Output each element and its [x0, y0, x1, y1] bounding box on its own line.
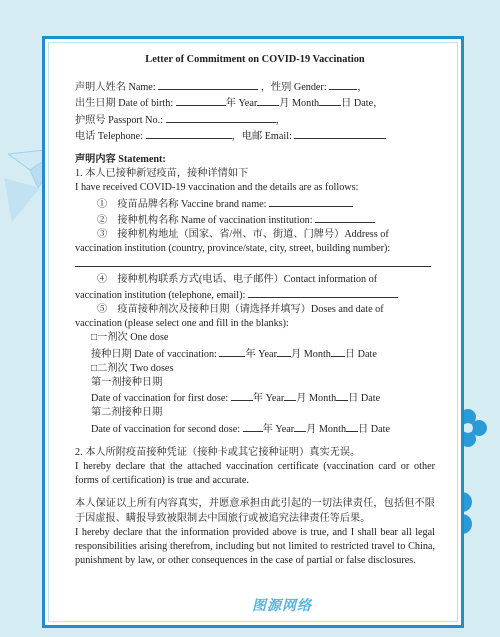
institution-address-line-1: ③ 接种机构地址（国家、省/州、市、街道、门牌号）Address of [97, 229, 389, 241]
dob-line [75, 95, 435, 111]
first-dose-date-line [75, 390, 435, 406]
second-dose-day-label: 日 Date [358, 423, 391, 435]
one-dose-year-field[interactable] [219, 346, 245, 357]
second-dose-month-field[interactable] [294, 421, 306, 432]
phone-email-line [75, 128, 435, 144]
gender-field[interactable] [329, 79, 357, 90]
first-dose-cn: 第一剂接种日期 [91, 377, 163, 389]
passport-line [75, 112, 435, 128]
dob-month-label: 月 Month [279, 98, 320, 110]
first-dose-day-field[interactable] [336, 390, 348, 401]
first-dose-year-field[interactable] [231, 390, 253, 401]
paper-plane-tail-icon [0, 178, 40, 222]
first-dose-year-label: 年 Year [252, 393, 285, 405]
institution-name-label: ② 接种机构名称 Name of vaccination institution: [97, 214, 313, 226]
letter-title: Letter of Commitment on COVID-19 Vaccination [145, 54, 365, 65]
statement-1-cn: 1. 本人已接种新冠疫苗，接种详情如下 [75, 168, 249, 180]
commitment-letter-card [42, 36, 464, 628]
letter-content [75, 53, 435, 569]
name-line-end: ， [357, 82, 368, 94]
dob-year-label: 年 Year [225, 98, 258, 110]
passport-line-end: ， [275, 114, 286, 126]
second-dose-year-label: 年 Year [262, 423, 295, 435]
dob-day-field[interactable] [319, 95, 341, 106]
dob-label: 出生日期 Date of birth: [75, 98, 174, 110]
institution-name-field[interactable] [315, 212, 375, 223]
one-dose-year-label: 年 Year [245, 348, 277, 360]
phone-label: 电话 Telephone: [75, 130, 144, 142]
vaccine-brand-label: ① 疫苗品牌名称 Vaccine brand name: [97, 198, 267, 210]
email-label: ，电邮 Email: [231, 130, 292, 142]
final-declaration-cn: 本人保证以上所有内容真实，并愿意承担由此引起的一切法律责任，包括但不限于因虚报、瞒报导致被限制去中国旅行或被追究法律责任等后果。 [75, 498, 435, 524]
second-dose-cn: 第二剂接种日期 [91, 407, 163, 419]
one-dose-option[interactable]: □一剂次 One dose [91, 332, 169, 344]
institution-address-line-2: vaccination institution (country, province/state, city, street, building number): [75, 243, 391, 255]
one-dose-date-line [75, 346, 435, 362]
name-field[interactable] [158, 79, 258, 90]
first-dose-month-label: 月 Month [296, 393, 337, 405]
institution-address-blank [75, 256, 435, 272]
phone-field[interactable] [146, 128, 232, 139]
vaccine-brand-line [75, 196, 435, 212]
image-source-watermark: 图源网络 [252, 598, 312, 614]
dob-year-field[interactable] [176, 95, 226, 106]
first-dose-day-label: 日 Date [348, 393, 381, 405]
doses-line-2: vaccination (please select one and fill in the blanks): [75, 318, 289, 330]
doses-line-1: ⑤ 疫苗接种剂次及接种日期（请选择并填写）Doses and date of [97, 304, 384, 316]
one-dose-month-label: 月 Month [290, 348, 331, 360]
two-doses-option[interactable]: □二剂次 Two doses [91, 362, 174, 374]
institution-contact-line-2 [75, 287, 435, 303]
first-dose-month-field[interactable] [284, 390, 296, 401]
passport-field[interactable] [166, 112, 276, 123]
dob-month-field[interactable] [257, 95, 279, 106]
one-dose-day-field[interactable] [331, 346, 345, 357]
email-field[interactable] [294, 128, 386, 139]
one-dose-month-field[interactable] [277, 346, 291, 357]
first-dose-date-label: Date of vaccination for first dose: [91, 393, 229, 405]
statement-heading: 声明内容 Statement: [75, 154, 166, 166]
name-label: 声明人姓名 Name: [75, 82, 156, 94]
vaccine-brand-field[interactable] [269, 196, 353, 207]
second-dose-month-label: 月 Month [306, 423, 347, 435]
one-dose-day-label: 日 Date [344, 348, 377, 360]
second-dose-day-field[interactable] [346, 421, 358, 432]
final-declaration-en: I hereby declare that the information provided above is true, and I shall bear all legal responsibilities arising therefrom, including but not limited to restricted travel to China, punishment by law, or other consequences in the case of partial or false disclosures. [75, 526, 435, 567]
one-dose-date-label: 接种日期 Date of vaccination: [91, 348, 217, 360]
institution-contact-label: vaccination institution (telephone, email): [75, 289, 246, 301]
second-dose-year-field[interactable] [243, 421, 263, 432]
statement-2-cn: 2. 本人所附疫苗接种凭证（接种卡或其它接种证明）真实无误。 [75, 446, 361, 458]
gender-label: ，性别 Gender: [260, 82, 327, 94]
name-gender-line [75, 79, 435, 95]
institution-address-field[interactable] [75, 256, 431, 267]
statement-2-en: I hereby declare that the attached vaccination certificate (vaccination card or other forms of certification) is true and accurate. [75, 461, 435, 487]
second-dose-date-label: Date of vaccination for second dose: [91, 423, 241, 435]
passport-label: 护照号 Passport No.: [75, 114, 164, 126]
institution-contact-line-1: ④ 接种机构联系方式(电话、电子邮件）Contact information of [97, 273, 378, 285]
second-dose-date-line [75, 421, 435, 437]
dob-day-label: 日 Date， [341, 98, 384, 110]
institution-name-line [75, 212, 435, 228]
institution-contact-field[interactable] [248, 287, 398, 298]
statement-1-en: I have received COVID-19 vaccination and the details are as follows: [75, 182, 359, 194]
